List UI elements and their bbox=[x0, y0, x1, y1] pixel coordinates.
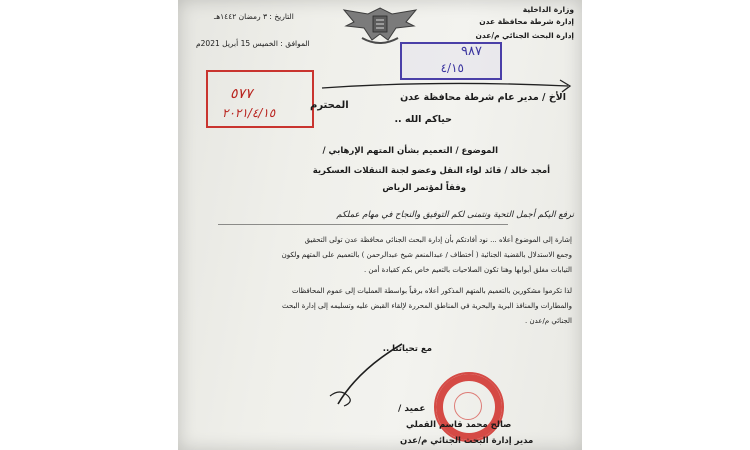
recipient: الأخ / مدير عام شرطة محافظة عدن bbox=[400, 92, 566, 103]
incoming-stamp-number: ٩٨٧ bbox=[461, 44, 482, 59]
body-line-5: والمطارات والمنافذ البرية والبحرية في المناطق المحررة لإلقاء القبض عليه وتسليمه إلى إدارة البحث bbox=[281, 302, 572, 310]
outgoing-stamp bbox=[206, 70, 314, 128]
handwritten-arrow-icon bbox=[318, 78, 578, 102]
outgoing-stamp-number: ٥٧٧ bbox=[230, 86, 253, 102]
handwritten-underline bbox=[218, 224, 508, 225]
signature-scribble-icon bbox=[318, 340, 408, 410]
subject-ref: وفقاً لمؤتمر الرياض bbox=[382, 183, 466, 193]
subject: الموضوع / التعميم بشأن المتهم الإرهابي / bbox=[322, 146, 498, 156]
police-line: إدارة شرطة محافظة عدن bbox=[479, 17, 574, 26]
ministry-line: وزارة الداخلية bbox=[522, 5, 574, 14]
outgoing-stamp-date: ٢٠٢١/٤/١٥ bbox=[222, 106, 276, 120]
greeting: حياكم الله .. bbox=[394, 114, 452, 125]
handwritten-note: نرفع اليكم أجمل التحية ونتمنى لكم التوفيق والنجاح في مهام عملكم bbox=[336, 210, 574, 220]
incoming-stamp-date: ٤/١٥ bbox=[440, 61, 464, 75]
signature-title: مدير إدارة البحث الجنائي م/عدن bbox=[400, 436, 534, 446]
honorific: المحترم bbox=[310, 100, 349, 111]
body-line-6: الجنائي م/عدن . bbox=[525, 317, 572, 325]
date-hijri: التاريخ : ٣ رمضان ١٤٤٢هـ bbox=[214, 12, 294, 21]
incoming-stamp bbox=[400, 42, 502, 80]
document-photo bbox=[178, 0, 582, 450]
body-line-2: وجمع الاستدلال بالقضية الجنائية ( أختطاف / عبدالمنعم شيخ عبدالرحمن ) بالتعميم على المتهم ولكون bbox=[281, 251, 572, 259]
cid-line: إدارة البحث الجنائي م/عدن bbox=[475, 31, 574, 40]
signature-name: صالح محمد قاسم القملي bbox=[406, 420, 512, 430]
body-line-3: التيابات مغلق أبوابها وهنا تكون الصلاحيات بالتعيم خاص بكم كقيادة أمن . bbox=[363, 266, 572, 274]
official-seal-icon bbox=[434, 372, 504, 442]
body-line-1: إشارة إلى الموضوع أعلاه ... نود أفادتكم بأن إدارة البحث الجنائي محافظة عدن تولى التحقيق bbox=[304, 236, 572, 244]
signature-rank: عميد / bbox=[398, 404, 426, 414]
date-gregorian: الموافق : الخميس 15 أبريل 2021م bbox=[196, 39, 310, 48]
body-line-4: لذا تكرموا مشكورين بالتعميم بالمتهم المذكور أعلاه برقياً بواسطة العمليات إلى عموم المحافظات bbox=[291, 287, 572, 295]
closing: مع تحياتنا .. bbox=[382, 344, 432, 354]
subject-name: أمجد خالد / قائد لواء النقل وعضو لجنة التنقلات العسكرية bbox=[312, 166, 550, 176]
yemen-emblem-icon bbox=[340, 4, 420, 46]
